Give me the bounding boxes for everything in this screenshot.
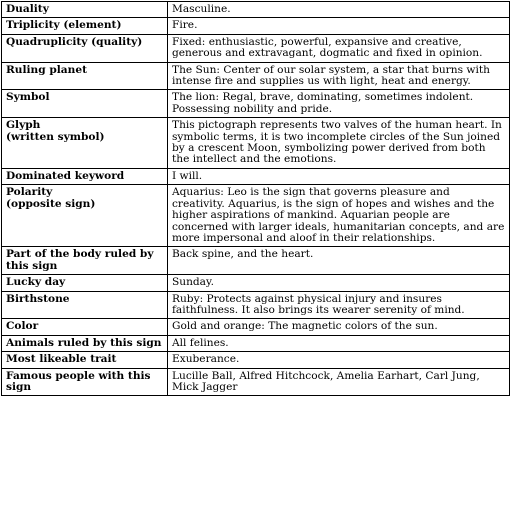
row-value: This pictograph represents two valves of the human heart. In symbolic terms, it is two incomplete circles of the Sun joined by a crescent Moon, symbolizing power derived from both the intellect and the emotions. — [168, 118, 510, 169]
row-value: Ruby: Protects against physical injury and insures faithfulness. It also brings its wearer serenity of mind. — [168, 291, 510, 319]
row-value: Fire. — [168, 18, 510, 34]
table-row-polarity — [2, 185, 510, 247]
row-value: Masculine. — [168, 2, 510, 18]
row-label: Quadruplicity (quality) — [2, 34, 168, 62]
table-row-symbol — [2, 90, 510, 118]
row-label: Symbol — [2, 90, 168, 118]
row-value: The Sun: Center of our solar system, a star that burns with intense fire and supplies us with light, heat and energy. — [168, 62, 510, 90]
table-row-famous-people — [2, 368, 510, 396]
table-row-triplicity — [2, 18, 510, 34]
row-label: Dominated keyword — [2, 168, 168, 184]
row-label: Famous people with this sign — [2, 368, 168, 396]
table-row-likeable-trait — [2, 352, 510, 368]
table-row-lucky-day — [2, 275, 510, 291]
table-row-dominated-keyword — [2, 168, 510, 184]
row-value: Lucille Ball, Alfred Hitchcock, Amelia Earhart, Carl Jung, Mick Jagger — [168, 368, 510, 396]
row-label: Animals ruled by this sign — [2, 335, 168, 351]
row-value: Sunday. — [168, 275, 510, 291]
row-label: Most likeable trait — [2, 352, 168, 368]
row-value: Aquarius: Leo is the sign that governs pleasure and creativity. Aquarius, is the sign of hopes and wishes and the higher aspirations of mankind. Aquarian people are concerned with larger ideals, humanitarian concepts, and are more impersonal and aloof in their relationships. — [168, 185, 510, 247]
table-row-glyph — [2, 118, 510, 169]
table-row-quadruplicity — [2, 34, 510, 62]
table-row-birthstone — [2, 291, 510, 319]
table-row-ruling-planet — [2, 62, 510, 90]
row-value: I will. — [168, 168, 510, 184]
table-row-duality — [2, 2, 510, 18]
row-label: Lucky day — [2, 275, 168, 291]
row-value: All felines. — [168, 335, 510, 351]
row-label: Part of the body ruled by this sign — [2, 247, 168, 275]
table-row-animals — [2, 335, 510, 351]
row-value: Exuberance. — [168, 352, 510, 368]
row-value: Back spine, and the heart. — [168, 247, 510, 275]
row-value: The lion: Regal, brave, dominating, sometimes indolent. Possessing nobility and pride. — [168, 90, 510, 118]
table-row-body-part — [2, 247, 510, 275]
row-value: Fixed: enthusiastic, powerful, expansive and creative, generous and extravagant, dogmatic and fixed in opinion. — [168, 34, 510, 62]
row-label: Triplicity (element) — [2, 18, 168, 34]
row-label: Birthstone — [2, 291, 168, 319]
row-value: Gold and orange: The magnetic colors of the sun. — [168, 319, 510, 335]
row-label: Polarity (opposite sign) — [2, 185, 168, 247]
row-label: Ruling planet — [2, 62, 168, 90]
row-label: Glyph (written symbol) — [2, 118, 168, 169]
row-label: Duality — [2, 2, 168, 18]
zodiac-attributes-table — [1, 1, 510, 396]
row-label: Color — [2, 319, 168, 335]
table-row-color — [2, 319, 510, 335]
